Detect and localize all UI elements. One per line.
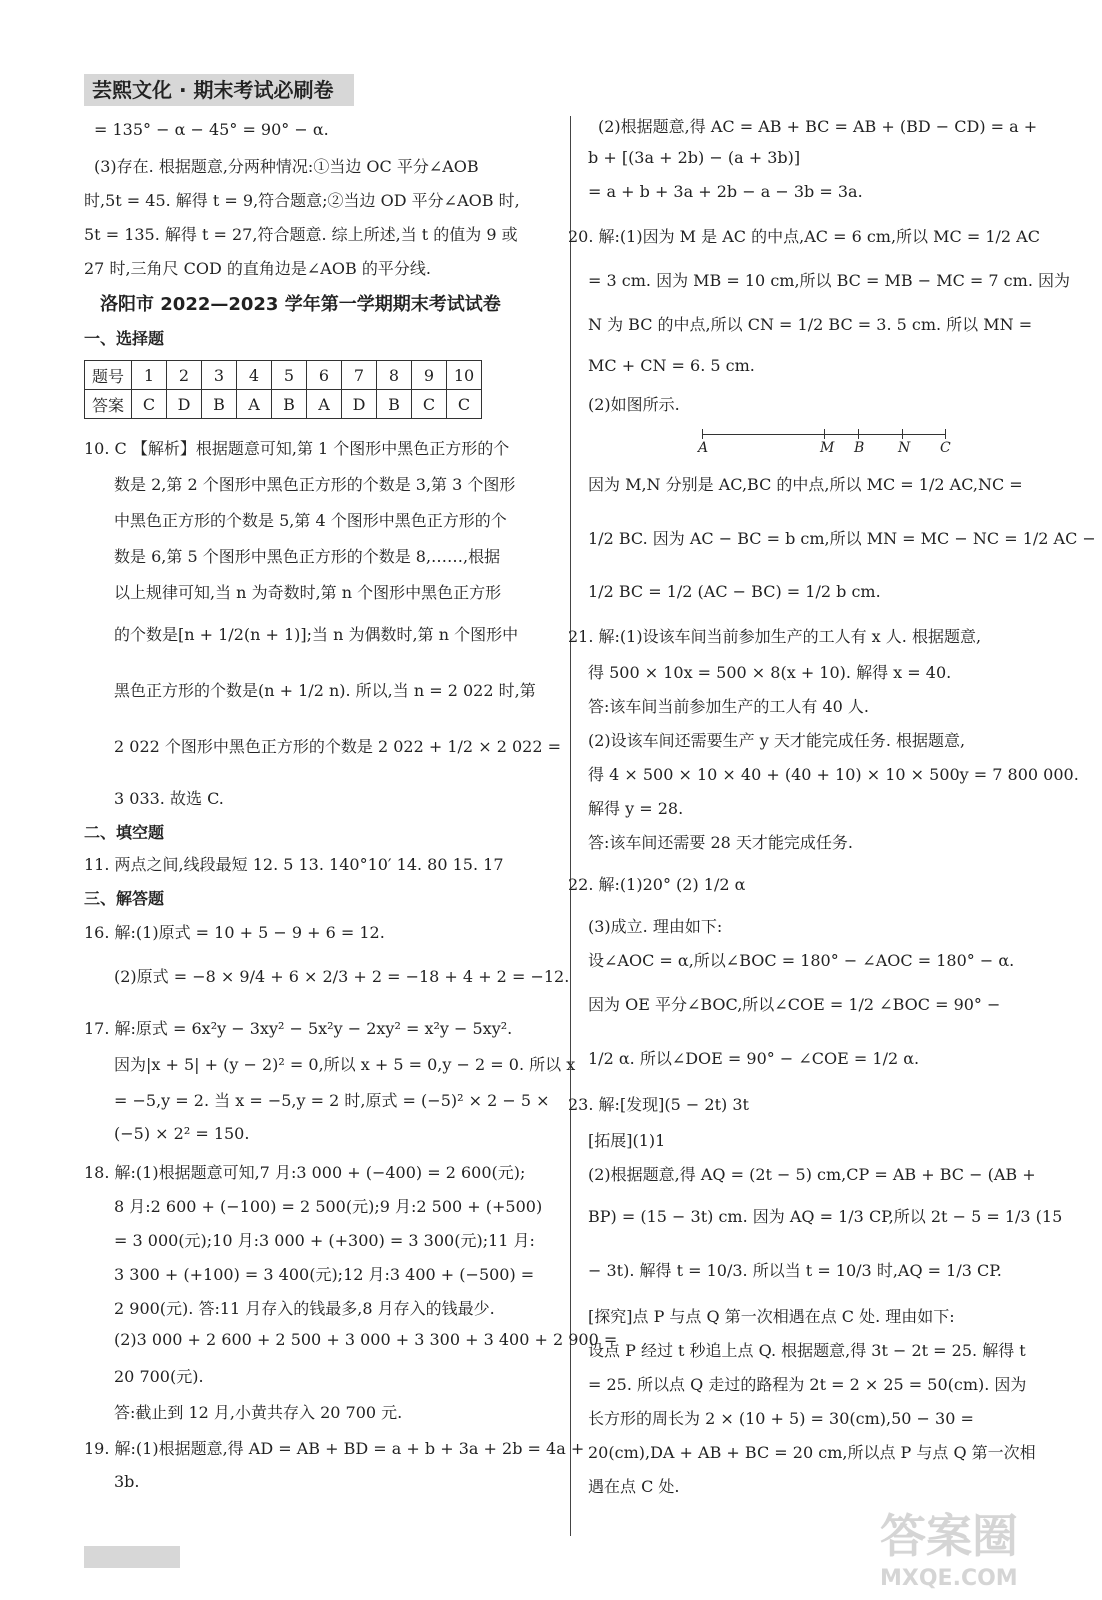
table-cell: B	[202, 390, 237, 419]
page-number-tab	[84, 1546, 180, 1568]
text-line: 3b.	[114, 1472, 140, 1491]
text-line: 23. 解:[发现](5 − 2t) 3t	[568, 1095, 749, 1114]
point-label: M	[820, 440, 835, 456]
line-segment-figure	[698, 434, 951, 456]
text-line: 5t = 135. 解得 t = 27,符合题意. 综上所述,当 t 的值为 9 或	[84, 225, 518, 244]
text-line: 10. C 【解析】根据题意可知,第 1 个图形中黑色正方形的个	[84, 439, 510, 458]
page-header: 芸熙文化 · 期末考试必刷卷	[84, 74, 354, 106]
answer-table	[84, 360, 482, 419]
text-line: 19. 解:(1)根据题意,得 AD = AB + BD = a + b + 3a + 2b = 4a +	[84, 1439, 585, 1458]
text-line: 答:该车间当前参加生产的工人有 40 人.	[588, 697, 870, 716]
text-line: 答:该车间还需要 28 天才能完成任务.	[588, 833, 854, 852]
text-line: 1/2 BC. 因为 AC − BC = b cm,所以 MN = MC − NC = 1/2 AC −	[588, 529, 1096, 548]
text-line: 设点 P 经过 t 秒追上点 Q. 根据题意,得 3t − 2t = 25. 解得 t	[588, 1341, 1026, 1360]
text-line: 遇在点 C 处.	[588, 1477, 680, 1496]
table-cell: C	[132, 390, 167, 419]
text-line: 黑色正方形的个数是(n + 1/2 n). 所以,当 n = 2 022 时,第	[114, 681, 536, 700]
table-cell: 10	[447, 361, 482, 390]
watermark-logo	[880, 1500, 1080, 1590]
segment-tick	[945, 429, 946, 439]
point-label: N	[898, 440, 911, 456]
text-line: 数是 6,第 5 个图形中黑色正方形的个数是 8,……,根据	[114, 547, 501, 566]
point-label: C	[940, 440, 951, 456]
text-line: 21. 解:(1)设该车间当前参加生产的工人有 x 人. 根据题意,	[568, 627, 982, 646]
text-line: − 3t). 解得 t = 10/3. 所以当 t = 10/3 时,AQ = 1/3 CP.	[588, 1261, 1002, 1280]
text-line: [探究]点 P 与点 Q 第一次相遇在点 C 处. 理由如下:	[588, 1307, 955, 1326]
text-line: 20 700(元).	[114, 1367, 204, 1386]
table-cell: 1	[132, 361, 167, 390]
table-cell: D	[167, 390, 202, 419]
segment-tick	[702, 429, 703, 439]
text-line: = 135° − α − 45° = 90° − α.	[94, 120, 329, 139]
table-cell: 3	[202, 361, 237, 390]
text-line: 20. 解:(1)因为 M 是 AC 的中点,AC = 6 cm,所以 MC = 1/2 AC	[568, 227, 1040, 246]
segment-tick	[824, 429, 825, 439]
text-line: (2)根据题意,得 AC = AB + BC = AB + (BD − CD) = a +	[598, 117, 1038, 136]
text-line: (−5) × 2² = 150.	[114, 1124, 250, 1143]
text-line: (3)存在. 根据题意,分两种情况:①当边 OC 平分∠AOB	[94, 157, 479, 176]
text-line: 17. 解:原式 = 6x²y − 3xy² − 5x²y − 2xy² = x²y − 5xy².	[84, 1019, 513, 1038]
text-line: (2)原式 = −8 × 9/4 + 6 × 2/3 + 2 = −18 + 4 + 2 = −12.	[114, 967, 570, 986]
table-cell: 7	[342, 361, 377, 390]
text-line: (2)3 000 + 2 600 + 2 500 + 3 000 + 3 300 + 3 400 + 2 900 =	[114, 1330, 618, 1349]
text-line: 3 033. 故选 C.	[114, 789, 224, 808]
text-line: 2 900(元). 答:11 月存入的钱最多,8 月存入的钱最少.	[114, 1299, 495, 1318]
text-line: 1/2 α. 所以∠DOE = 90° − ∠COE = 1/2 α.	[588, 1049, 920, 1068]
text-line: 得 4 × 500 × 10 × 40 + (40 + 10) × 10 × 500y = 7 800 000.	[588, 765, 1079, 784]
text-line: 2 022 个图形中黑色正方形的个数是 2 022 + 1/2 × 2 022 =	[114, 737, 561, 756]
point-label: A	[698, 440, 709, 456]
section-heading: 三、解答题	[84, 889, 165, 908]
table-cell: B	[377, 390, 412, 419]
table-cell: C	[412, 390, 447, 419]
text-line: 27 时,三角尺 COD 的直角边是∠AOB 的平分线.	[84, 259, 431, 278]
text-line: 8 月:2 600 + (−100) = 2 500(元);9 月:2 500 + (+500)	[114, 1197, 543, 1216]
text-line: 的个数是[n + 1/2(n + 1)];当 n 为偶数时,第 n 个图形中	[114, 625, 519, 644]
text-line: 11. 两点之间,线段最短 12. 5 13. 140°10′ 14. 80 15. 17	[84, 855, 504, 874]
text-line: 16. 解:(1)原式 = 10 + 5 − 9 + 6 = 12.	[84, 923, 385, 942]
text-line: MC + CN = 6. 5 cm.	[588, 356, 755, 375]
text-line: 数是 2,第 2 个图形中黑色正方形的个数是 3,第 3 个图形	[114, 475, 516, 494]
point-label: B	[854, 440, 865, 456]
table-cell: D	[342, 390, 377, 419]
section-heading: 二、填空题	[84, 823, 165, 842]
text-line: (2)设该车间还需要生产 y 天才能完成任务. 根据题意,	[588, 731, 966, 750]
watermark-main: 答案圈	[880, 1509, 1018, 1563]
text-line: BP) = (15 − 3t) cm. 因为 AQ = 1/3 CP,所以 2t − 5 = 1/3 (15	[588, 1207, 1063, 1226]
table-cell: 2	[167, 361, 202, 390]
text-line: (2)根据题意,得 AQ = (2t − 5) cm,CP = AB + BC − (AB +	[588, 1165, 1036, 1184]
text-line: 设∠AOC = α,所以∠BOC = 180° − ∠AOC = 180° − α.	[588, 951, 1015, 970]
text-line: 22. 解:(1)20° (2) 1/2 α	[568, 875, 746, 894]
table-cell: C	[447, 390, 482, 419]
table-cell: A	[307, 390, 342, 419]
segment-tick	[902, 429, 903, 439]
text-line: 得 500 × 10x = 500 × 8(x + 10). 解得 x = 40.	[588, 663, 952, 682]
text-line: = −5,y = 2. 当 x = −5,y = 2 时,原式 = (−5)² × 2 − 5 ×	[114, 1091, 550, 1110]
table-cell: B	[272, 390, 307, 419]
table-cell: 8	[377, 361, 412, 390]
section-heading: 一、选择题	[84, 329, 165, 348]
text-line: 时,5t = 45. 解得 t = 9,符合题意;②当边 OD 平分∠AOB 时,	[84, 191, 520, 210]
text-line: = a + b + 3a + 2b − a − 3b = 3a.	[588, 182, 863, 201]
text-line: 解得 y = 28.	[588, 799, 684, 818]
text-line: = 3 cm. 因为 MB = 10 cm,所以 BC = MB − MC = 7 cm. 因为	[588, 271, 1070, 290]
text-line: 18. 解:(1)根据题意可知,7 月:3 000 + (−400) = 2 600(元);	[84, 1163, 526, 1182]
table-cell: 6	[307, 361, 342, 390]
text-line: = 3 000(元);10 月:3 000 + (+300) = 3 300(元);11 月:	[114, 1231, 535, 1250]
text-line: 中黑色正方形的个数是 5,第 4 个图形中黑色正方形的个	[114, 511, 507, 530]
text-line: 20(cm),DA + AB + BC = 20 cm,所以点 P 与点 Q 第一次相	[588, 1443, 1036, 1462]
text-line: 长方形的周长为 2 × (10 + 5) = 30(cm),50 − 30 =	[588, 1409, 974, 1428]
segment-tick	[858, 429, 859, 439]
text-line: 1/2 BC = 1/2 (AC − BC) = 1/2 b cm.	[588, 582, 881, 601]
table-header-cell: 题号	[85, 361, 132, 390]
text-line: b + [(3a + 2b) − (a + 3b)]	[588, 148, 801, 167]
column-divider	[570, 116, 571, 1536]
table-cell: 5	[272, 361, 307, 390]
text-line: (3)成立. 理由如下:	[588, 917, 723, 936]
text-line: 答:截止到 12 月,小黄共存入 20 700 元.	[114, 1403, 403, 1422]
exam-title: 洛阳市 2022—2023 学年第一学期期末考试试卷	[100, 294, 501, 315]
text-line: N 为 BC 的中点,所以 CN = 1/2 BC = 3. 5 cm. 所以 MN =	[588, 315, 1033, 334]
text-line: = 25. 所以点 Q 走过的路程为 2t = 2 × 25 = 50(cm). 因为	[588, 1375, 1027, 1394]
text-line: 以上规律可知,当 n 为奇数时,第 n 个图形中黑色正方形	[114, 583, 502, 602]
table-cell: A	[237, 390, 272, 419]
text-line: [拓展](1)1	[588, 1131, 666, 1150]
text-line: 3 300 + (+100) = 3 400(元);12 月:3 400 + (−500) =	[114, 1265, 535, 1284]
table-cell: 4	[237, 361, 272, 390]
watermark-url: MXQE.COM	[880, 1566, 1018, 1591]
text-line: 因为 M,N 分别是 AC,BC 的中点,所以 MC = 1/2 AC,NC =	[588, 475, 1023, 494]
text-line: 因为|x + 5| + (y − 2)² = 0,所以 x + 5 = 0,y − 2 = 0. 所以 x	[114, 1055, 576, 1074]
text-line: (2)如图所示.	[588, 395, 680, 414]
table-cell: 9	[412, 361, 447, 390]
text-line: 因为 OE 平分∠BOC,所以∠COE = 1/2 ∠BOC = 90° −	[588, 995, 1001, 1014]
table-header-cell: 答案	[85, 390, 132, 419]
